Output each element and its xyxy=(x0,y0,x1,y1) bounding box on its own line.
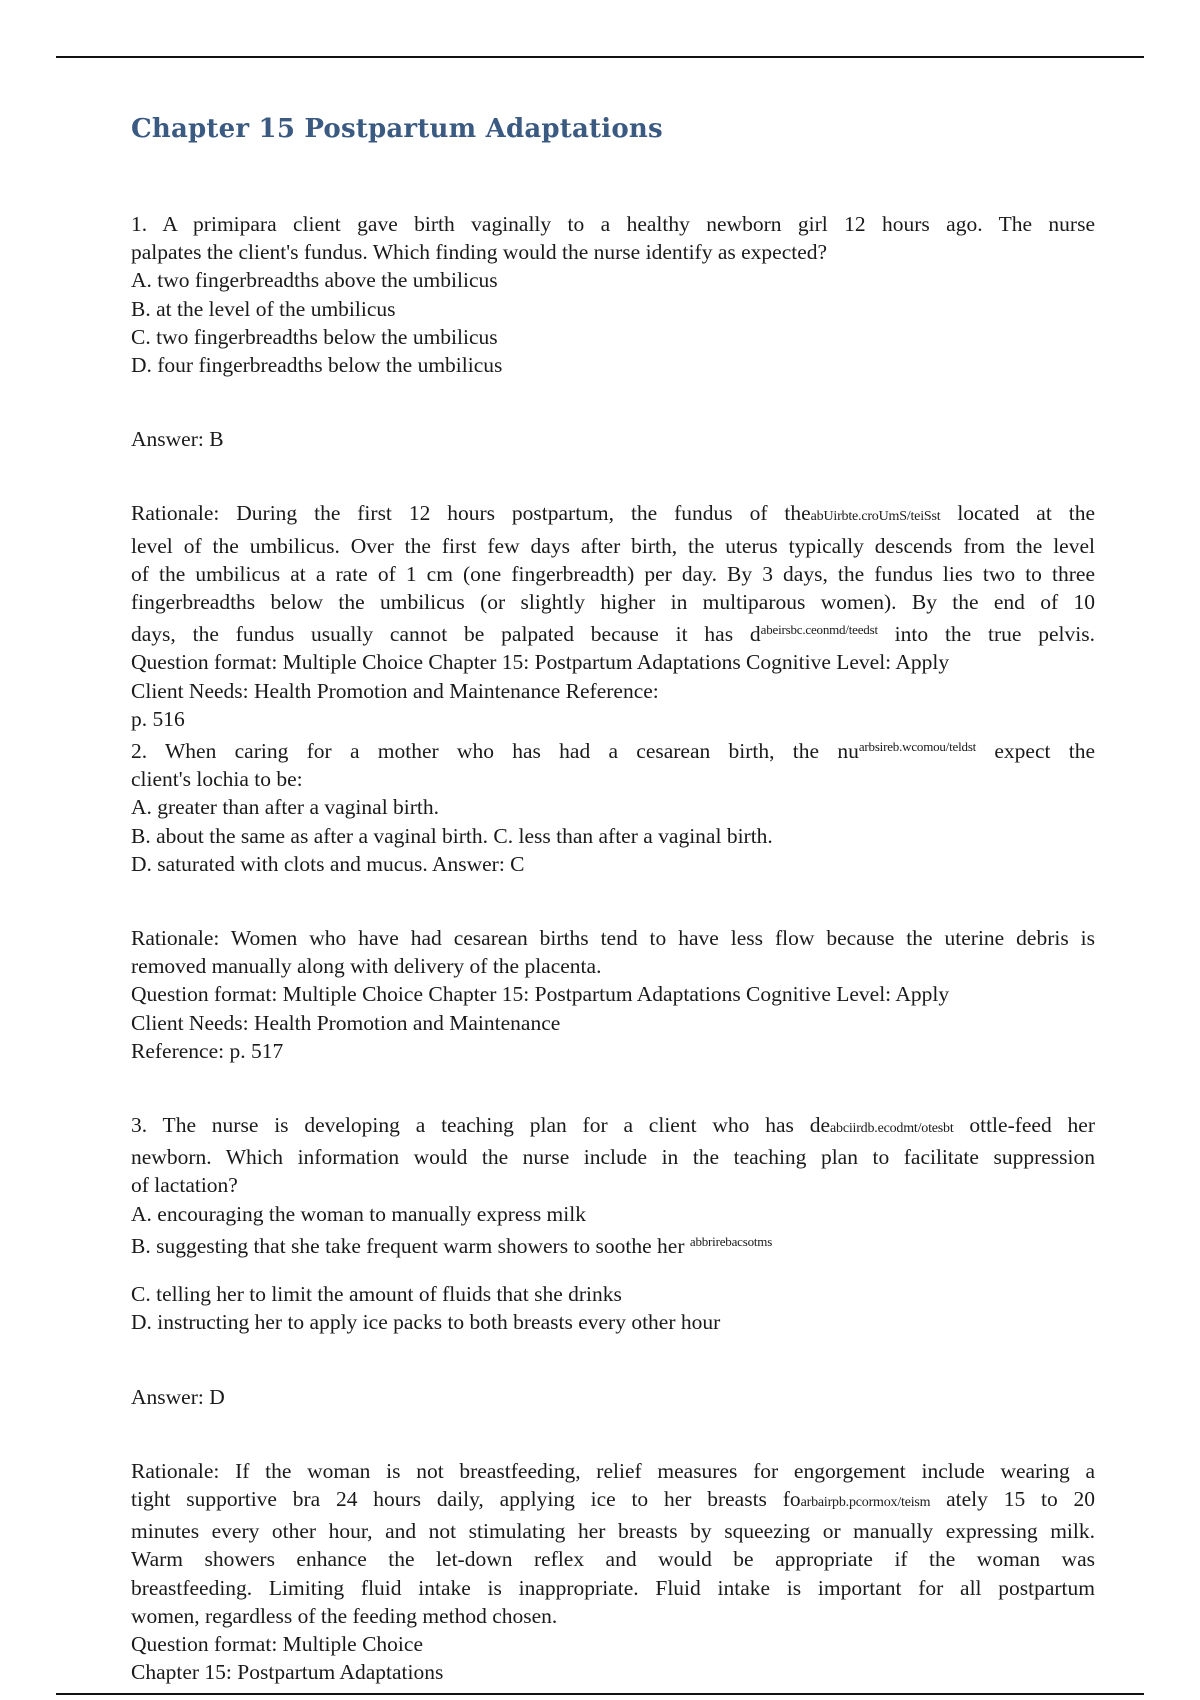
option-a: A. greater than after a vaginal birth. xyxy=(131,795,440,820)
option-a: A. encouraging the woman to manually express milk xyxy=(131,1201,586,1226)
question-stem-line: palpates the client's fundus. Which finding would the nurse identify as expected? xyxy=(131,240,828,265)
answer: Answer: D xyxy=(131,1384,225,1409)
option-b: B. at the level of the umbilicus xyxy=(131,296,396,321)
rationale-line: days, the fundus usually cannot be palpated because it has $d^{abeirsbc.ceonmd/teedst}$ into the true pelvis. xyxy=(131,622,1095,647)
rationale-line: Rationale: Women who have had cesarean births tend to have less flow because the uterine debris is xyxy=(131,926,1095,951)
page-title: Chapter 15 Postpartum Adaptations xyxy=(131,114,663,144)
rationale-line: fingerbreadths below the umbilicus (or slightly higher in multiparous women). By the end of 10 xyxy=(131,590,1095,615)
rationale-line: Rationale: During the first 12 hours postpartum, the fundus of theabUirbte.croUmS/teiSst located at the xyxy=(131,501,1096,526)
question-stem-line: 3. The nurse is developing a teaching plan for a client who has deabciirdb.ecodmt/otesbt ottle-feed her xyxy=(131,1113,1095,1138)
client-needs: Client Needs: Health Promotion and Maintenance xyxy=(131,1010,561,1035)
watermark-text: abUirbte.croUmS/teiSst xyxy=(810,509,941,525)
header-rule xyxy=(56,56,1144,58)
answer: Answer: B xyxy=(131,427,224,452)
document-body xyxy=(131,100,1095,1686)
chapter-label: Chapter 15: Postpartum Adaptations xyxy=(131,1660,444,1685)
option-c: C. telling her to limit the amount of fluids that she drinks xyxy=(131,1282,622,1307)
option-b: B. suggesting that she take frequent warm showers to soothe her $^{abbrirebacsotms}$ xyxy=(131,1233,773,1258)
option-a: A. two fingerbreadths above the umbilicus xyxy=(131,268,498,293)
question-stem-line: 1. A primipara client gave birth vaginally to a healthy newborn girl 12 hours ago. The nurse xyxy=(131,212,1095,236)
rationale-line: Rationale: If the woman is not breastfeeding, relief measures for engorgement include wearing a xyxy=(131,1458,1095,1483)
option-d: D. instructing her to apply ice packs to both breasts every other hour xyxy=(131,1310,721,1335)
footer-rule xyxy=(56,1693,1144,1695)
client-needs: Client Needs: Health Promotion and Maintenance Reference: xyxy=(131,678,659,703)
option-d: D. four fingerbreadths below the umbilicus xyxy=(131,353,503,378)
option-c: C. two fingerbreadths below the umbilicus xyxy=(131,324,498,349)
option-d-answer: D. saturated with clots and mucus. Answer: C xyxy=(131,851,525,876)
question-stem-line: client's lochia to be: xyxy=(131,767,303,792)
watermark-text: abbrirebacsotms xyxy=(689,1233,773,1249)
question-1 xyxy=(131,210,1095,733)
rationale-line: of the umbilicus at a rate of 1 cm (one fingerbreadth) per day. By 3 days, the fundus lies two to three xyxy=(131,561,1095,586)
rationale-line: Warm showers enhance the let-down reflex and would be appropriate if the woman was xyxy=(131,1547,1095,1572)
question-stem-line: 2. When caring for a mother who has had a cesarean birth, the $nu^{arbsireb.wcomou/teldst}$ expect the xyxy=(131,739,1096,764)
reference: p. 516 xyxy=(131,706,185,731)
rationale-line: removed manually along with delivery of the placenta. xyxy=(131,954,602,979)
question-stem-line: of lactation? xyxy=(131,1173,238,1198)
question-3 xyxy=(131,1111,1095,1686)
question-stem-line: newborn. Which information would the nurse include in the teaching plan to facilitate suppression xyxy=(131,1145,1095,1170)
question-2 xyxy=(131,733,1095,1065)
rationale-line: breastfeeding. Limiting fluid intake is inappropriate. Fluid intake is important for all postpartum xyxy=(131,1575,1095,1600)
rationale-line: tight supportive bra 24 hours daily, applying ice to her breasts foarbairpb.pcormox/teism ately 15 to 20 xyxy=(131,1486,1095,1511)
watermark-text: arbairpb.pcormox/teism xyxy=(800,1494,931,1510)
rationale-line: women, regardless of the feeding method chosen. xyxy=(131,1603,558,1628)
watermark-text: abeirsbc.ceonmd/teedst xyxy=(760,622,878,638)
question-format: Question format: Multiple Choice Chapter 15: Postpartum Adaptations Cognitive Level: Apply xyxy=(131,982,950,1007)
reference: Reference: p. 517 xyxy=(131,1038,284,1063)
rationale-line: minutes every other hour, and not stimulating her breasts by squeezing or manually expressing milk. xyxy=(131,1519,1095,1544)
option-b-c: B. about the same as after a vaginal birth. C. less than after a vaginal birth. xyxy=(131,823,773,848)
watermark-text: arbsireb.wcomou/teldst xyxy=(858,739,977,755)
question-format: Question format: Multiple Choice xyxy=(131,1631,423,1656)
rationale-line: level of the umbilicus. Over the first few days after birth, the uterus typically descends from the level xyxy=(131,533,1095,558)
watermark-text: abciirdb.ecodmt/otesbt xyxy=(830,1121,954,1137)
question-format: Question format: Multiple Choice Chapter 15: Postpartum Adaptations Cognitive Level: Apply xyxy=(131,650,950,675)
